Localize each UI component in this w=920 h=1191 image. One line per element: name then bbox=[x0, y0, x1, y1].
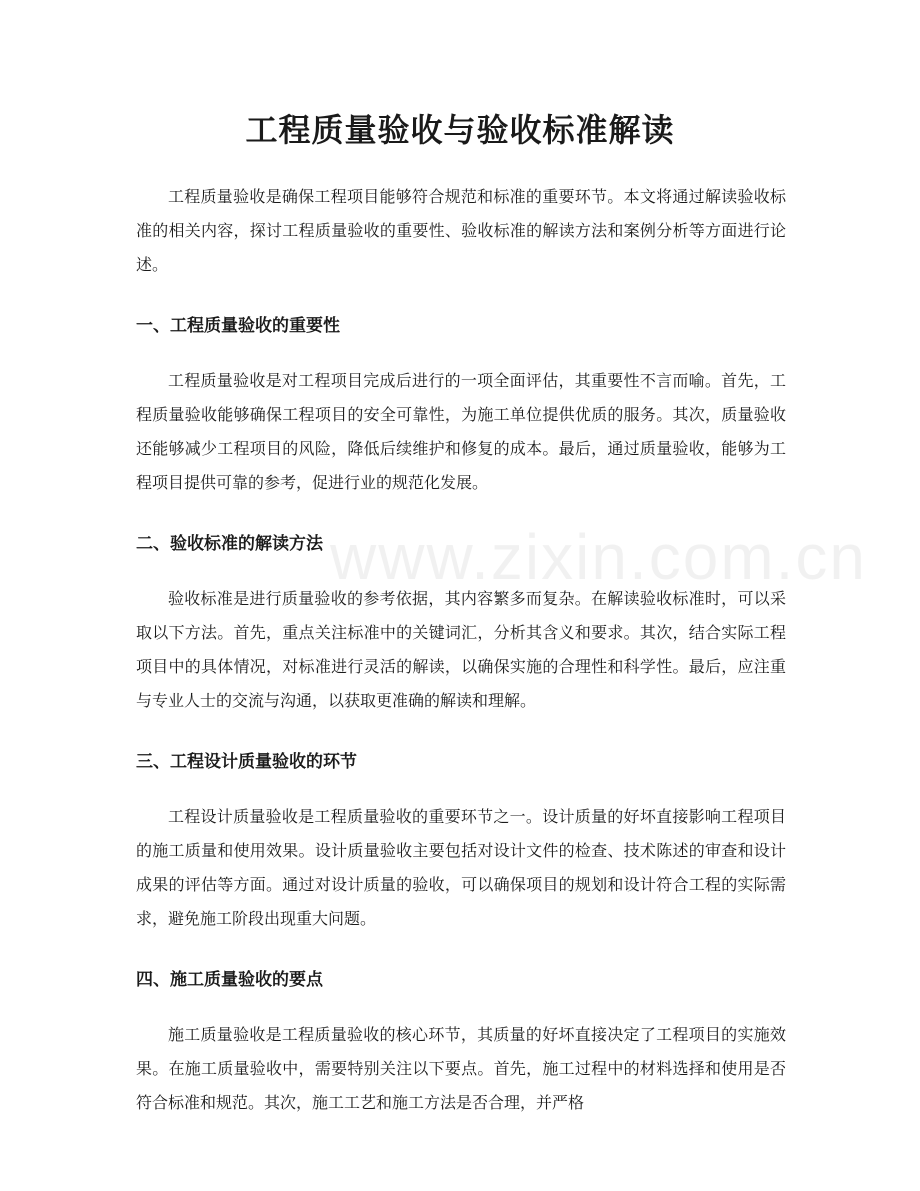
section-heading-1: 一、工程质量验收的重要性 bbox=[136, 316, 340, 336]
section-body-3: 工程设计质量验收是工程质量验收的重要环节之一。设计质量的好坏直接影响工程项目的施工质量和使用效果。设计质量验收主要包括对设计文件的检查、技术陈述的审查和设计成果的评估等方面。通过对设计质量的验收，可以确保项目的规划和设计符合工程的实际需求，避免施工阶段出现重大问题。 bbox=[136, 807, 786, 928]
section-heading-4: 四、施工质量验收的要点 bbox=[136, 970, 323, 990]
section-body-4: 施工质量验收是工程质量验收的核心环节，其质量的好坏直接决定了工程项目的实施效果。在施工质量验收中，需要特别关注以下要点。首先，施工过程中的材料选择和使用是否符合标准和规范。其次，施工工艺和施工方法是否合理，并严格 bbox=[136, 1025, 786, 1112]
intro-paragraph: 工程质量验收是确保工程项目能够符合规范和标准的重要环节。本文将通过解读验收标准的相关内容，探讨工程质量验收的重要性、验收标准的解读方法和案例分析等方面进行论述。 bbox=[136, 187, 786, 274]
document-title: 工程质量验收与验收标准解读 bbox=[245, 111, 675, 149]
section-body-1: 工程质量验收是对工程项目完成后进行的一项全面评估，其重要性不言而喻。首先，工程质量验收能够确保工程项目的安全可靠性，为施工单位提供优质的服务。其次，质量验收还能够减少工程项目的风险，降低后续维护和修复的成本。最后，通过质量验收，能够为工程项目提供可靠的参考，促进行业的规范化发展。 bbox=[136, 371, 786, 492]
section-heading-2: 二、验收标准的解读方法 bbox=[136, 534, 323, 554]
watermark-text: www.zixin.com.cn bbox=[330, 521, 867, 593]
document-body bbox=[136, 180, 786, 1120]
section-heading-3: 三、工程设计质量验收的环节 bbox=[136, 752, 357, 772]
section-body-2: 验收标准是进行质量验收的参考依据，其内容繁多而复杂。在解读验收标准时，可以采取以下方法。首先，重点关注标准中的关键词汇，分析其含义和要求。其次，结合实际工程项目中的具体情况，对标准进行灵活的解读，以确保实施的合理性和科学性。最后，应注重与专业人士的交流与沟通，以获取更准确的解读和理解。 bbox=[136, 589, 786, 710]
